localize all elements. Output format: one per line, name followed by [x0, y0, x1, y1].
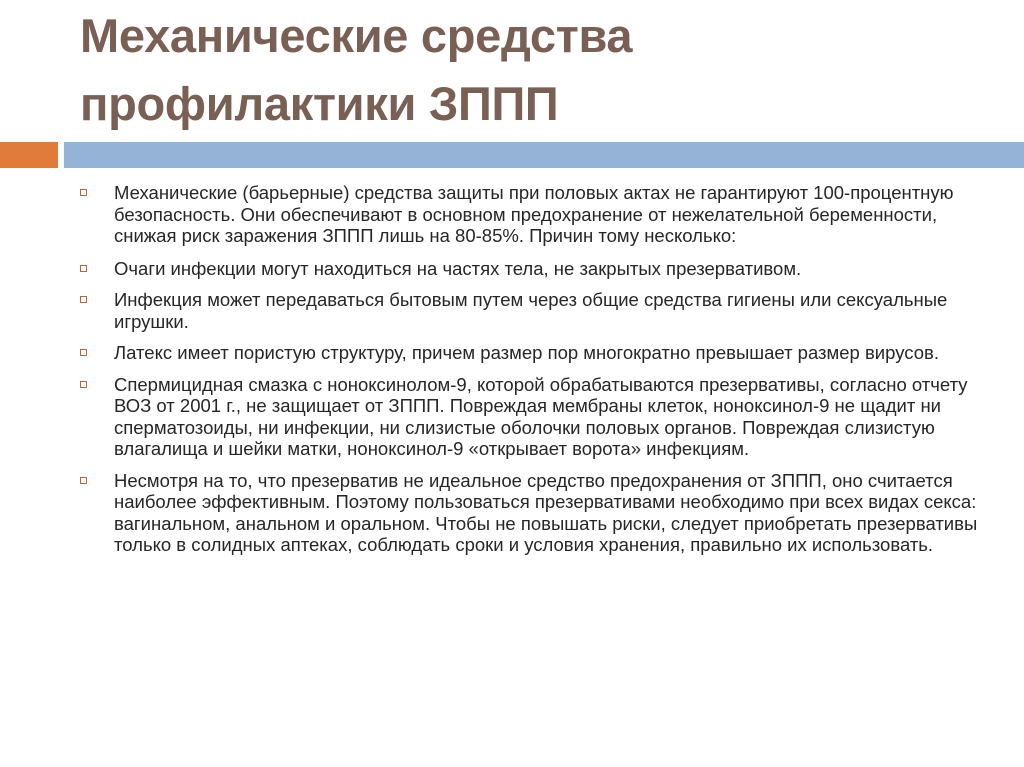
- bullet-text-6: Несмотря на то, что презерватив не идеальное средство предохранения от ЗППП, оно считается наиболее эффективным. Поэтому пользоваться презервативами необходимо при всех видах секса: вагинальном, анальном и оральном. Чтобы не повышать риски, следует приобретать презервативы только в солидных аптеках, соблюдать сроки и условия хранения, правильно их использовать.: [114, 469, 978, 555]
- bullet-text-3: Инфекция может передаваться бытовым путем через общие средства гигиены или сексуальные игрушки.: [114, 289, 948, 332]
- bullet-item-3: [78, 289, 978, 332]
- bullet-text-2: Очаги инфекции могут находиться на частях тела, не закрытых презервативом.: [114, 257, 802, 279]
- bullet-item-4: [78, 342, 978, 364]
- bullet-text-4: Латекс имеет пористую структуру, причем размер пор многократно превышает размер вирусов.: [114, 342, 939, 363]
- bullet-text-5: Спермицидная смазка с ноноксинолом-9, которой обрабатываются презервативы, согласно отчету ВОЗ от 2001 г., не защищает от ЗППП. Повреждая мембраны клеток, ноноксинол-9 не щадит ни сперматозоиды, ни инфекции, ни слизистые оболочки половых органов. Повреждая слизистую влагалища и шейки матки, ноноксинол-9 «открывает ворота» инфекциям.: [114, 373, 968, 459]
- bullet-text-1: Механические (барьерные) средства защиты при половых актах не гарантируют 100-процентную безопасность. Они обеспечивают в основном предохранение от нежелательной беременности, снижая риск заражения ЗППП лишь на 80-85%. Причин тому несколько:: [114, 182, 954, 246]
- square-bullet-icon: [80, 189, 87, 196]
- accent-bar-orange: [0, 142, 58, 168]
- square-bullet-icon: [80, 381, 87, 388]
- bullet-item-5: [78, 374, 978, 460]
- accent-bar-blue: [64, 142, 1024, 168]
- square-bullet-icon: [80, 296, 87, 303]
- bullet-item-1: [78, 182, 978, 247]
- square-bullet-icon: [80, 477, 87, 484]
- bullet-item-6: [78, 470, 978, 556]
- square-bullet-icon: [80, 349, 87, 356]
- slide-title-line-2: профилактики ЗППП: [80, 77, 559, 130]
- bullet-list: [78, 182, 978, 566]
- bullet-item-2: [78, 258, 978, 280]
- slide-title: [80, 2, 980, 138]
- slide-title-line-1: Механические средства: [80, 9, 633, 62]
- square-bullet-icon: [80, 265, 87, 272]
